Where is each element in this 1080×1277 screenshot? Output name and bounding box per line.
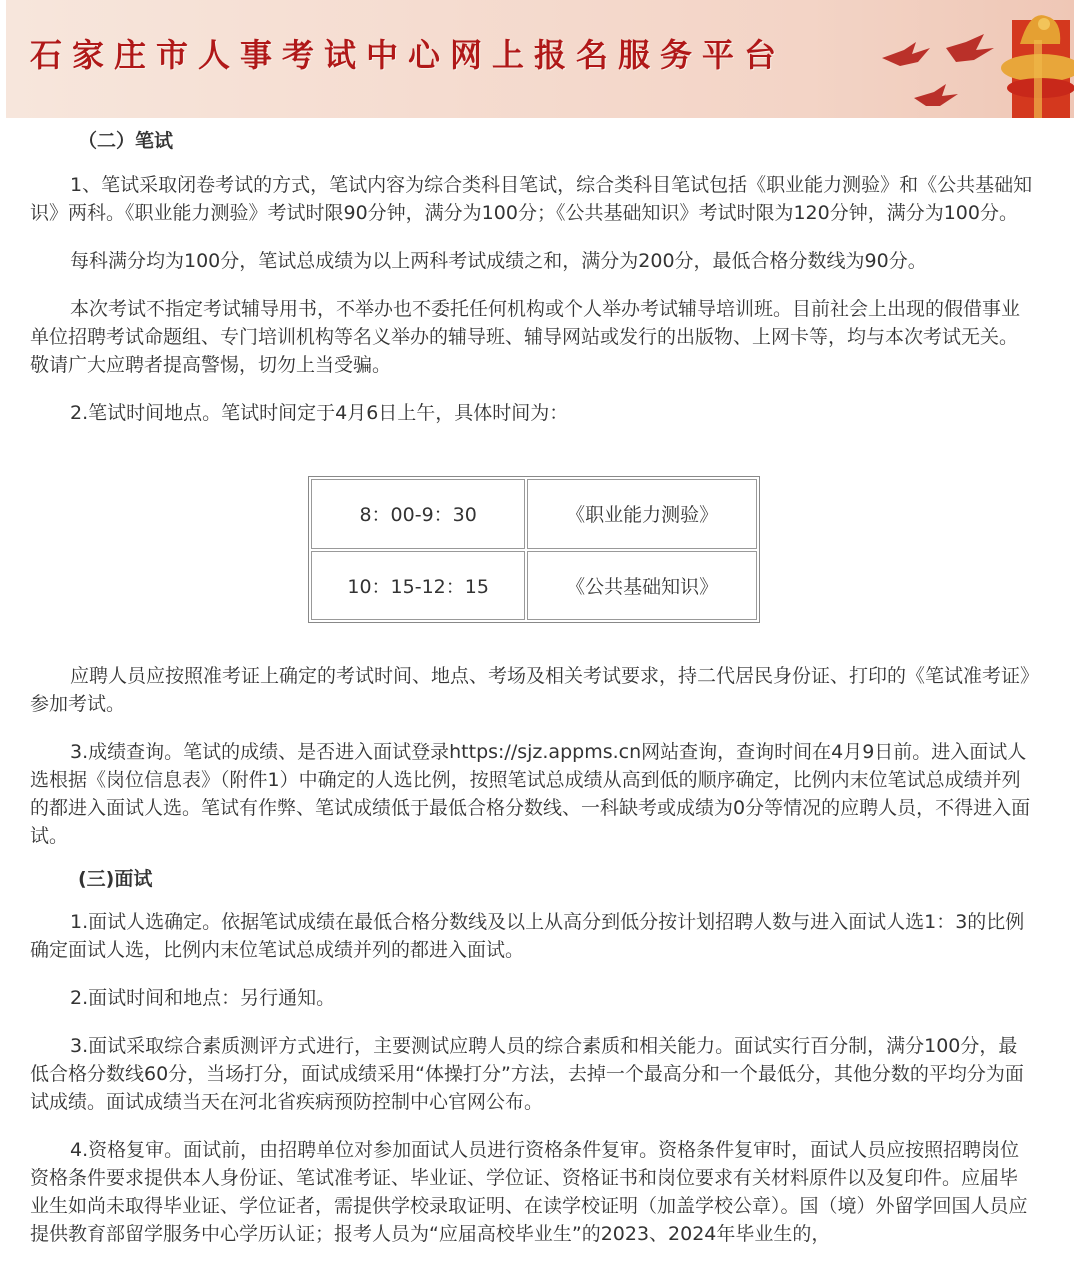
table-row [311,551,757,621]
paragraph: 每科满分均为100分，笔试总成绩为以上两科考试成绩之和，满分为200分，最低合格分数线为90分。 [70,250,927,272]
huabiao-column-icon [1001,15,1074,118]
site-title: 石家庄市人事考试中心网上报名服务平台 [30,36,787,74]
paragraph: 3.面试采取综合素质测评方式进行，主要测试应聘人员的综合素质和相关能力。面试实行百分制，满分100分，最低合格分数线60分，当场打分，面试成绩采用“体操打分”方法，去掉一个最高分和一个最低分，其他分数的平均分为面试成绩。面试成绩当天在河北省疾病预防控制中心官网公布。 [30,1035,1024,1113]
article-content [30,122,1035,1248]
paragraph: 1、笔试采取闭卷考试的方式，笔试内容为综合类科目笔试，综合类科目笔试包括《职业能力测验》和《公共基础知识》两科。《职业能力测验》考试时限90分钟，满分为100分；《公共基础知识》考试时限为120分钟，满分为100分。 [30,174,1033,224]
exam-subject-cell: 《公共基础知识》 [527,551,757,621]
table-row [311,479,757,549]
paragraph: 应聘人员应按照准考证上确定的考试时间、地点、考场及相关考试要求，持二代居民身份证、打印的《笔试准考证》参加考试。 [30,665,1030,715]
exam-time-cell: 8：00-9：30 [311,479,525,549]
paragraph: 3.成绩查询。笔试的成绩、是否进入面试登录https://sjz.appms.cn网站查询，查询时间在4月9日前。进入面试人选根据《岗位信息表》（附件1）中确定的人选比例，按照笔试总成绩从高到低的顺序确定，比例内末位笔试总成绩并列的都进入面试人选。笔试有作弊、笔试成绩低于最低合格分数线、一科缺考或成绩为0分等情况的应聘人员，不得进入面试。 [30,741,1031,847]
paragraph: 1.面试人选确定。依据笔试成绩在最低合格分数线及以上从高分到低分按计划招聘人数与进入面试人选1：3的比例确定面试人选，比例内末位笔试总成绩并列的都进入面试。 [30,911,1025,961]
dove-icon [882,34,994,106]
site-banner [6,0,1074,118]
paragraph: 2.面试时间和地点：另行通知。 [70,987,336,1009]
exam-schedule-table [308,476,760,623]
paragraph: 2.笔试时间地点。笔试时间定于4月6日上午，具体时间为： [70,402,569,424]
banner-decoration [834,0,1074,118]
exam-time-cell: 10：15-12：15 [311,551,525,621]
paragraph: 本次考试不指定考试辅导用书，不举办也不委托任何机构或个人举办考试辅导培训班。目前社会上出现的假借事业单位招聘考试命题组、专门培训机构等名义举办的辅导班、辅导网站或发行的出版物、上网卡等，均与本次考试无关。敬请广大应聘者提高警惕，切勿上当受骗。 [30,298,1021,376]
section-heading-written-exam: （二）笔试 [78,130,174,152]
exam-subject-cell: 《职业能力测验》 [527,479,757,549]
paragraph: 4.资格复审。面试前，由招聘单位对参加面试人员进行资格条件复审。资格条件复审时，面试人员应按照招聘岗位资格条件要求提供本人身份证、笔试准考证、毕业证、学位证、资格证书和岗位要求有关材料原件以及复印件。应届毕业生如尚未取得毕业证、学位证者，需提供学校录取证明、在读学校证明（加盖学校公章）。国（境）外留学回国人员应提供教育部留学服务中心学历认证；报考人员为“应届高校毕业生”的2023、2024年毕业生的， [30,1139,1028,1245]
section-heading-interview: (三)面试 [78,868,153,890]
